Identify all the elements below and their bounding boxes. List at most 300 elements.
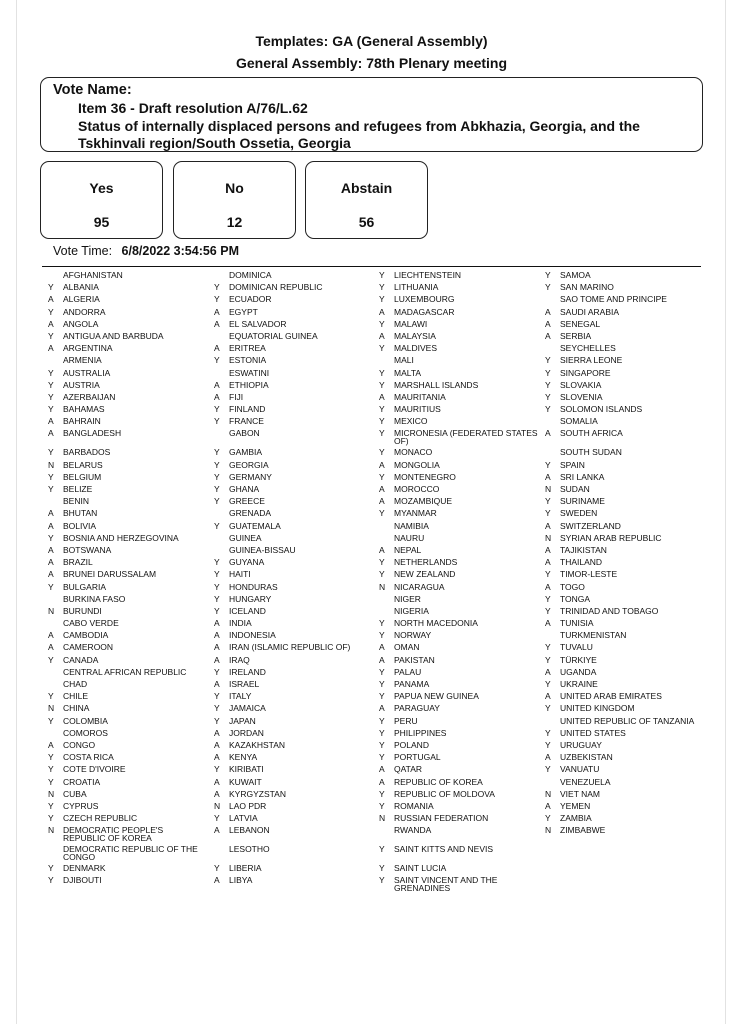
vote-row bbox=[379, 369, 544, 381]
vote-mark: N bbox=[545, 532, 552, 543]
country-name: BRUNEI DARUSSALAM bbox=[63, 569, 157, 580]
vote-row bbox=[48, 583, 213, 595]
country-name: CROATIA bbox=[63, 776, 101, 787]
vote-row bbox=[48, 522, 213, 534]
vote-mark: Y bbox=[214, 404, 220, 415]
vote-mark: Y bbox=[545, 739, 551, 750]
country-name: GAMBIA bbox=[229, 447, 263, 458]
vote-mark: A bbox=[48, 294, 54, 305]
vote-name-box bbox=[40, 77, 703, 152]
vote-mark: A bbox=[48, 557, 54, 568]
country-name: JAMAICA bbox=[229, 703, 266, 714]
vote-mark: Y bbox=[379, 379, 385, 390]
country-name: SPAIN bbox=[560, 459, 585, 470]
country-name: LIBERIA bbox=[229, 863, 262, 874]
country-name: QATAR bbox=[394, 764, 423, 775]
country-name: OMAN bbox=[394, 642, 420, 653]
vote-mark: Y bbox=[379, 875, 385, 886]
country-name: NEPAL bbox=[394, 544, 422, 555]
vote-row bbox=[48, 826, 213, 845]
vote-mark: N bbox=[48, 459, 55, 470]
country-name: CHILE bbox=[63, 691, 89, 702]
country-name: DENMARK bbox=[63, 863, 106, 874]
vote-row bbox=[379, 429, 544, 448]
vote-row bbox=[545, 461, 710, 473]
vote-mark: Y bbox=[48, 752, 54, 763]
country-name: NIGER bbox=[394, 593, 421, 604]
vote-mark: A bbox=[379, 764, 385, 775]
country-name: TRINIDAD AND TOBAGO bbox=[560, 605, 659, 616]
country-name: LEBANON bbox=[229, 825, 270, 836]
vote-mark: Y bbox=[545, 764, 551, 775]
vote-row bbox=[379, 778, 544, 790]
country-name: BELIZE bbox=[63, 484, 93, 494]
vote-time-value: 6/8/2022 3:54:56 PM bbox=[121, 244, 239, 258]
vote-row bbox=[214, 448, 379, 460]
vote-mark: A bbox=[545, 306, 551, 317]
country-name: KENYA bbox=[229, 752, 258, 763]
vote-mark: A bbox=[214, 739, 220, 750]
country-name: BRAZIL bbox=[63, 557, 93, 568]
vote-mark: Y bbox=[379, 447, 385, 458]
country-name: ESWATINI bbox=[229, 367, 270, 378]
vote-row bbox=[214, 461, 379, 473]
vote-mark: Y bbox=[214, 863, 220, 874]
country-name: SIERRA LEONE bbox=[560, 355, 623, 366]
country-name: SAINT VINCENT AND THE GRENADINES bbox=[394, 875, 498, 894]
vote-mark: Y bbox=[48, 863, 54, 874]
country-column-2 bbox=[214, 271, 379, 889]
country-name: ETHIOPIA bbox=[229, 379, 269, 390]
vote-mark: Y bbox=[379, 557, 385, 568]
country-name: SOLOMON ISLANDS bbox=[560, 404, 643, 415]
country-name: FIJI bbox=[229, 391, 244, 402]
vote-mark: Y bbox=[48, 379, 54, 390]
vote-mark: N bbox=[48, 605, 55, 616]
vote-mark: A bbox=[545, 471, 551, 482]
vote-mark: Y bbox=[48, 813, 54, 824]
vote-mark: Y bbox=[545, 593, 551, 604]
vote-mark: Y bbox=[545, 282, 551, 293]
vote-row bbox=[379, 570, 544, 582]
vote-mark: N bbox=[545, 484, 552, 494]
country-name: SINGAPORE bbox=[560, 367, 611, 378]
vote-row bbox=[48, 845, 213, 864]
vote-mark: A bbox=[545, 581, 551, 592]
vote-row bbox=[48, 643, 213, 655]
country-name: ARMENIA bbox=[63, 355, 102, 366]
country-name: LIECHTENSTEIN bbox=[394, 270, 462, 280]
country-name: JORDAN bbox=[229, 727, 264, 738]
vote-mark: A bbox=[545, 691, 551, 702]
country-name: MAURITANIA bbox=[394, 391, 446, 402]
vote-mark: Y bbox=[545, 496, 551, 507]
vote-mark: Y bbox=[214, 715, 220, 726]
vote-mark: Y bbox=[379, 630, 385, 641]
country-name: ARGENTINA bbox=[63, 343, 113, 354]
country-name: AZERBAIJAN bbox=[63, 391, 116, 402]
country-column-4 bbox=[545, 271, 710, 838]
vote-mark: A bbox=[379, 459, 385, 470]
vote-row bbox=[214, 845, 379, 864]
vote-mark: Y bbox=[545, 813, 551, 824]
vote-mark: Y bbox=[379, 715, 385, 726]
vote-mark: Y bbox=[48, 776, 54, 787]
country-name: REPUBLIC OF MOLDOVA bbox=[394, 788, 495, 799]
vote-row bbox=[379, 522, 544, 534]
vote-mark: A bbox=[379, 391, 385, 402]
country-name: CENTRAL AFRICAN REPUBLIC bbox=[63, 666, 187, 677]
vote-mark: A bbox=[48, 318, 54, 329]
vote-mark: Y bbox=[214, 520, 220, 531]
vote-mark: N bbox=[48, 788, 55, 799]
vote-row bbox=[545, 295, 710, 307]
vote-mark: Y bbox=[48, 447, 54, 458]
country-name: BHUTAN bbox=[63, 508, 98, 519]
country-name: LAO PDR bbox=[229, 800, 267, 811]
vote-row bbox=[545, 509, 710, 521]
vote-mark: A bbox=[379, 330, 385, 341]
vote-mark: Y bbox=[545, 367, 551, 378]
vote-mark: Y bbox=[379, 428, 385, 439]
document-title: Templates: GA (General Assembly) bbox=[255, 33, 488, 49]
vote-mark: Y bbox=[379, 739, 385, 750]
vote-mark: Y bbox=[214, 764, 220, 775]
vote-mark: Y bbox=[48, 875, 54, 886]
vote-mark: A bbox=[214, 788, 220, 799]
country-name: IRELAND bbox=[229, 666, 266, 677]
vote-row bbox=[48, 461, 213, 473]
vote-mark: Y bbox=[214, 593, 220, 604]
country-name: AUSTRIA bbox=[63, 379, 100, 390]
country-name: PARAGUAY bbox=[394, 703, 440, 714]
country-name: CZECH REPUBLIC bbox=[63, 813, 138, 824]
country-name: REPUBLIC OF KOREA bbox=[394, 776, 483, 787]
vote-mark: Y bbox=[379, 282, 385, 293]
country-name: TOGO bbox=[560, 581, 585, 592]
vote-mark: A bbox=[545, 557, 551, 568]
vote-mark: Y bbox=[379, 343, 385, 354]
country-name: UNITED REPUBLIC OF TANZANIA bbox=[560, 715, 695, 726]
vote-row bbox=[379, 461, 544, 473]
country-name: DEMOCRATIC REPUBLIC OF THE CONGO bbox=[63, 844, 198, 863]
vote-mark: A bbox=[545, 544, 551, 555]
country-name: LIBYA bbox=[229, 875, 253, 886]
country-name: URUGUAY bbox=[560, 739, 602, 750]
country-name: GUINEA bbox=[229, 532, 262, 543]
vote-mark: A bbox=[214, 825, 220, 836]
country-name: INDIA bbox=[229, 618, 252, 629]
country-name: RWANDA bbox=[394, 825, 432, 836]
vote-mark: Y bbox=[214, 496, 220, 507]
vote-row bbox=[214, 356, 379, 368]
vote-mark: Y bbox=[214, 294, 220, 305]
country-name: AFGHANISTAN bbox=[63, 270, 123, 280]
country-name: GHANA bbox=[229, 484, 260, 494]
vote-row bbox=[379, 826, 544, 845]
country-name: MYANMAR bbox=[394, 508, 437, 519]
vote-mark: A bbox=[48, 569, 54, 580]
country-name: ERITREA bbox=[229, 343, 266, 354]
divider bbox=[42, 266, 701, 267]
vote-row bbox=[214, 656, 379, 668]
vote-mark: Y bbox=[48, 282, 54, 293]
vote-row bbox=[379, 876, 544, 895]
country-name: SYRIAN ARAB REPUBLIC bbox=[560, 532, 662, 543]
vote-mark: Y bbox=[379, 618, 385, 629]
vote-mark: Y bbox=[48, 764, 54, 775]
vote-mark: Y bbox=[214, 581, 220, 592]
vote-mark: Y bbox=[379, 508, 385, 519]
country-name: UNITED KINGDOM bbox=[560, 703, 635, 714]
country-name: EL SALVADOR bbox=[229, 318, 287, 329]
country-name: BANGLADESH bbox=[63, 428, 122, 439]
country-name: BARBADOS bbox=[63, 447, 111, 458]
vote-mark: A bbox=[214, 306, 220, 317]
country-name: CAMEROON bbox=[63, 642, 114, 653]
vote-mark: A bbox=[214, 654, 220, 665]
vote-mark: Y bbox=[48, 715, 54, 726]
country-name: VENEZUELA bbox=[560, 776, 611, 787]
vote-mark: Y bbox=[545, 391, 551, 402]
vote-mark: Y bbox=[379, 844, 385, 855]
country-name: CONGO bbox=[63, 739, 96, 750]
country-name: MOZAMBIQUE bbox=[394, 496, 453, 507]
country-name: SAMOA bbox=[560, 270, 591, 280]
country-name: SUDAN bbox=[560, 484, 590, 494]
vote-row bbox=[48, 765, 213, 777]
vote-mark: Y bbox=[379, 270, 385, 280]
vote-mark: Y bbox=[214, 459, 220, 470]
vote-row bbox=[214, 295, 379, 307]
vote-row bbox=[379, 717, 544, 729]
vote-mark: A bbox=[214, 875, 220, 886]
country-name: IRAQ bbox=[229, 654, 250, 665]
yes-count: 95 bbox=[93, 214, 110, 230]
vote-mark: Y bbox=[545, 679, 551, 689]
country-name: ITALY bbox=[229, 691, 252, 702]
country-column-1 bbox=[48, 271, 213, 889]
country-name: PANAMA bbox=[394, 679, 430, 689]
yes-tally-box bbox=[40, 161, 163, 239]
country-name: NETHERLANDS bbox=[394, 557, 458, 568]
vote-item: Item 36 - Draft resolution A/76/L.62 bbox=[78, 100, 308, 116]
country-name: CABO VERDE bbox=[63, 618, 119, 629]
country-name: SWITZERLAND bbox=[560, 520, 621, 531]
abstain-tally-box bbox=[305, 161, 428, 239]
vote-mark: N bbox=[48, 825, 55, 836]
vote-mark: A bbox=[214, 776, 220, 787]
country-name: MEXICO bbox=[394, 416, 428, 427]
country-name: CAMBODIA bbox=[63, 630, 109, 641]
country-name: DEMOCRATIC PEOPLE'S REPUBLIC OF KOREA bbox=[63, 825, 164, 844]
vote-row bbox=[48, 356, 213, 368]
country-name: SRI LANKA bbox=[560, 471, 605, 482]
country-name: GERMANY bbox=[229, 471, 272, 482]
vote-row bbox=[48, 717, 213, 729]
country-name: MONTENEGRO bbox=[394, 471, 456, 482]
country-name: ICELAND bbox=[229, 605, 266, 616]
vote-row bbox=[379, 295, 544, 307]
country-name: TONGA bbox=[560, 593, 591, 604]
country-name: BAHRAIN bbox=[63, 416, 101, 427]
vote-mark: Y bbox=[214, 569, 220, 580]
country-name: SAO TOME AND PRINCIPE bbox=[560, 294, 667, 305]
vote-mark: Y bbox=[214, 447, 220, 458]
country-name: EGYPT bbox=[229, 306, 258, 317]
country-name: COTE D'IVOIRE bbox=[63, 764, 126, 775]
country-name: BURUNDI bbox=[63, 605, 102, 616]
country-name: HONDURAS bbox=[229, 581, 278, 592]
country-name: BULGARIA bbox=[63, 581, 106, 592]
country-name: ALGERIA bbox=[63, 294, 100, 305]
vote-row bbox=[545, 356, 710, 368]
vote-mark: A bbox=[214, 618, 220, 629]
vote-mark: N bbox=[545, 788, 552, 799]
vote-mark: Y bbox=[214, 557, 220, 568]
vote-mark: A bbox=[214, 727, 220, 738]
vote-mark: Y bbox=[48, 800, 54, 811]
country-column-3 bbox=[379, 271, 544, 895]
country-name: CANADA bbox=[63, 654, 99, 665]
vote-mark: A bbox=[379, 642, 385, 653]
country-name: BURKINA FASO bbox=[63, 593, 126, 604]
country-name: PALAU bbox=[394, 666, 422, 677]
vote-row bbox=[379, 765, 544, 777]
vote-mark: N bbox=[48, 703, 55, 714]
country-name: DOMINICA bbox=[229, 270, 272, 280]
country-name: DOMINICAN REPUBLIC bbox=[229, 282, 323, 293]
vote-mark: Y bbox=[379, 679, 385, 689]
vote-mark: Y bbox=[214, 666, 220, 677]
country-name: HUNGARY bbox=[229, 593, 272, 604]
no-count: 12 bbox=[226, 214, 243, 230]
vote-mark: A bbox=[379, 654, 385, 665]
vote-mark: A bbox=[214, 679, 220, 689]
vote-mark: Y bbox=[214, 484, 220, 494]
country-name: SWEDEN bbox=[560, 508, 598, 519]
vote-mark: A bbox=[48, 642, 54, 653]
vote-mark: Y bbox=[379, 471, 385, 482]
no-tally-box bbox=[173, 161, 296, 239]
country-name: CHINA bbox=[63, 703, 90, 714]
country-name: NORWAY bbox=[394, 630, 432, 641]
country-name: NEW ZEALAND bbox=[394, 569, 456, 580]
vote-mark: A bbox=[214, 391, 220, 402]
vote-mark: Y bbox=[545, 459, 551, 470]
vote-row bbox=[545, 826, 710, 838]
vote-mark: Y bbox=[214, 813, 220, 824]
country-name: ESTONIA bbox=[229, 355, 267, 366]
no-label: No bbox=[225, 180, 244, 196]
country-name: GABON bbox=[229, 428, 260, 439]
vote-row bbox=[545, 765, 710, 777]
vote-mark: Y bbox=[379, 318, 385, 329]
vote-mark: Y bbox=[48, 484, 54, 494]
vote-mark: Y bbox=[214, 703, 220, 714]
country-name: ISRAEL bbox=[229, 679, 260, 689]
vote-mark: A bbox=[379, 484, 385, 494]
vote-mark: Y bbox=[379, 800, 385, 811]
vote-row bbox=[379, 448, 544, 460]
vote-mark: Y bbox=[48, 532, 54, 543]
country-name: GUINEA-BISSAU bbox=[229, 544, 296, 555]
vote-time-label: Vote Time: bbox=[53, 244, 113, 258]
vote-row bbox=[379, 509, 544, 521]
vote-mark: N bbox=[545, 825, 552, 836]
country-name: MALDIVES bbox=[394, 343, 437, 354]
vote-row bbox=[214, 509, 379, 521]
country-name: SOUTH AFRICA bbox=[560, 428, 623, 439]
vote-row bbox=[545, 308, 710, 320]
country-name: GUYANA bbox=[229, 557, 265, 568]
country-name: GREECE bbox=[229, 496, 265, 507]
country-name: MADAGASCAR bbox=[394, 306, 455, 317]
vote-mark: A bbox=[545, 752, 551, 763]
country-name: LITHUANIA bbox=[394, 282, 439, 293]
country-name: TURKMENISTAN bbox=[560, 630, 627, 641]
country-name: LUXEMBOURG bbox=[394, 294, 455, 305]
vote-mark: A bbox=[48, 508, 54, 519]
vote-row bbox=[379, 704, 544, 716]
vote-mark: Y bbox=[214, 691, 220, 702]
country-name: INDONESIA bbox=[229, 630, 276, 641]
vote-mark: Y bbox=[379, 416, 385, 427]
vote-time bbox=[53, 244, 239, 258]
vote-mark: Y bbox=[48, 471, 54, 482]
country-name: NICARAGUA bbox=[394, 581, 445, 592]
vote-row bbox=[545, 583, 710, 595]
country-name: LESOTHO bbox=[229, 844, 270, 855]
country-name: BELARUS bbox=[63, 459, 103, 470]
country-name: TIMOR-LESTE bbox=[560, 569, 618, 580]
vote-mark: Y bbox=[545, 605, 551, 616]
vote-row bbox=[545, 656, 710, 668]
vote-mark: Y bbox=[545, 727, 551, 738]
country-name: NAURU bbox=[394, 532, 425, 543]
country-name: SAN MARINO bbox=[560, 282, 614, 293]
vote-row bbox=[214, 570, 379, 582]
country-name: AUSTRALIA bbox=[63, 367, 111, 378]
vote-mark: Y bbox=[48, 330, 54, 341]
country-name: MICRONESIA (FEDERATED STATES OF) bbox=[394, 428, 538, 447]
vote-mark: A bbox=[48, 630, 54, 641]
vote-mark: Y bbox=[379, 294, 385, 305]
country-name: ANDORRA bbox=[63, 306, 106, 317]
vote-mark: A bbox=[545, 618, 551, 629]
country-name: MARSHALL ISLANDS bbox=[394, 379, 479, 390]
vote-mark: N bbox=[379, 813, 386, 824]
vote-row bbox=[48, 369, 213, 381]
country-name: VIET NAM bbox=[560, 788, 600, 799]
vote-mark: Y bbox=[545, 404, 551, 415]
country-name: SAINT KITTS AND NEVIS bbox=[394, 844, 494, 855]
country-name: KAZAKHSTAN bbox=[229, 739, 286, 750]
vote-mark: A bbox=[48, 428, 54, 439]
country-name: YEMEN bbox=[560, 800, 591, 811]
vote-mark: A bbox=[545, 520, 551, 531]
vote-row bbox=[214, 583, 379, 595]
vote-row bbox=[545, 704, 710, 716]
vote-mark: Y bbox=[379, 727, 385, 738]
vote-mark: Y bbox=[48, 391, 54, 402]
vote-mark: A bbox=[214, 343, 220, 354]
country-name: ECUADOR bbox=[229, 294, 272, 305]
country-name: UKRAINE bbox=[560, 679, 598, 689]
country-name: BOTSWANA bbox=[63, 544, 112, 555]
vote-row bbox=[48, 429, 213, 448]
vote-row bbox=[545, 429, 710, 448]
